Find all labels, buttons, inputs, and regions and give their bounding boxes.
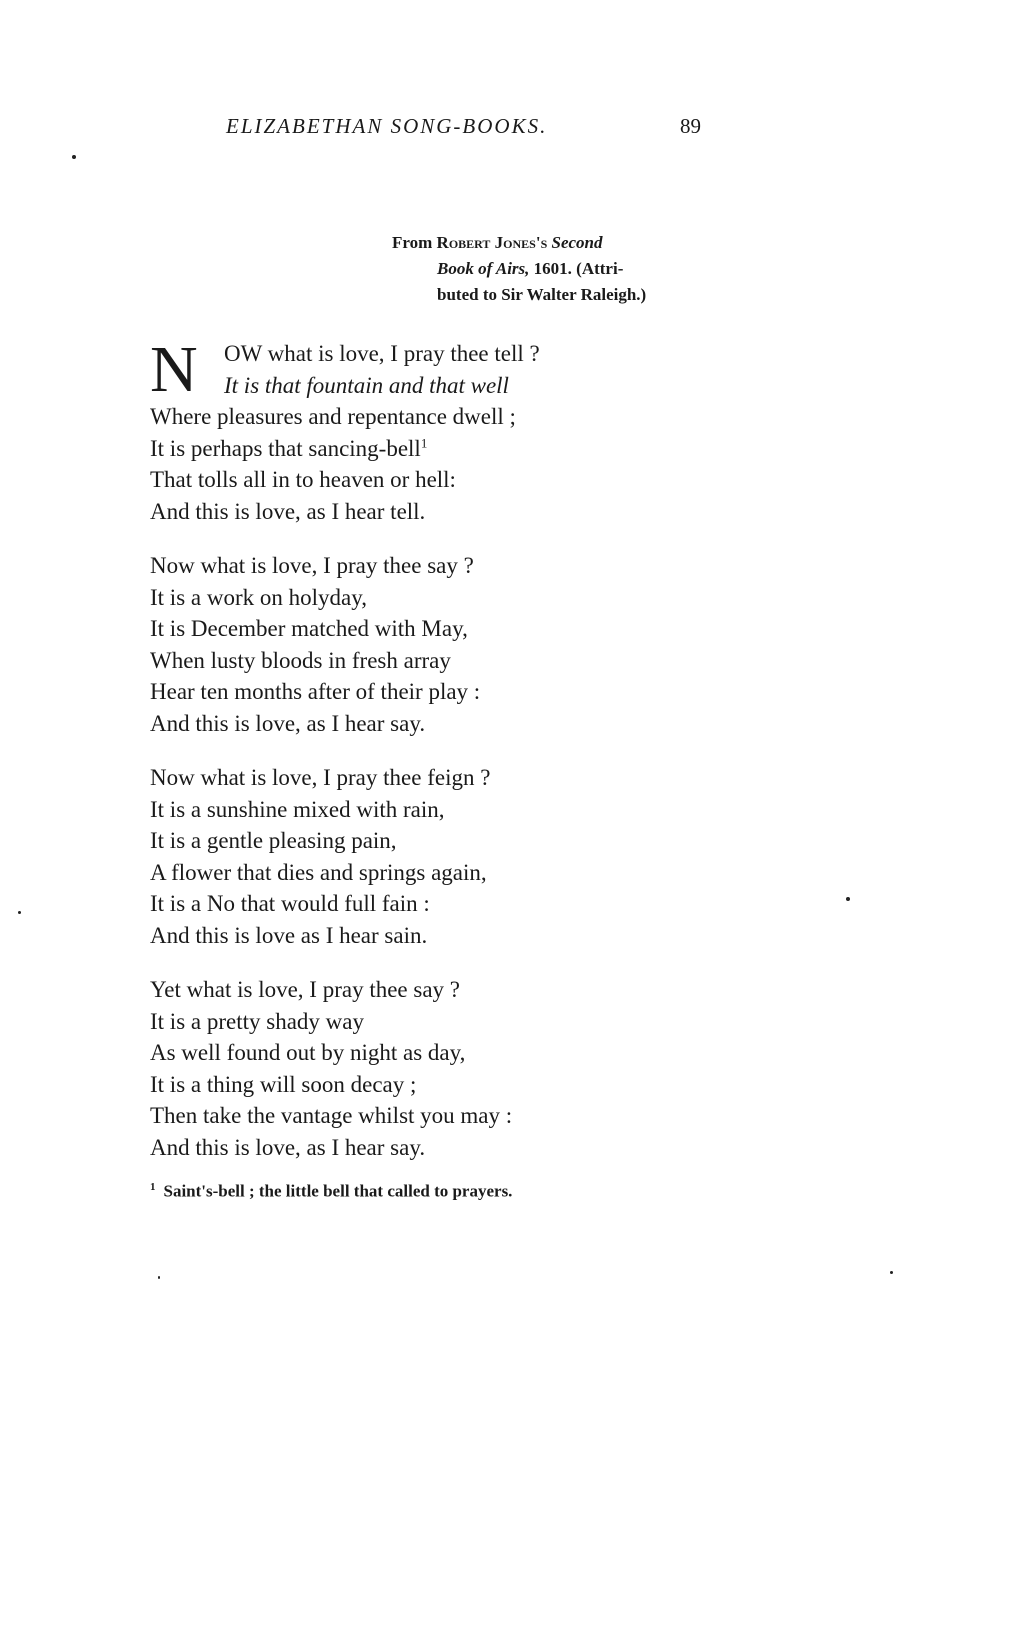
verse-line: A flower that dies and springs again,	[150, 859, 487, 885]
page-number: 89	[680, 114, 701, 138]
attribution-from: From	[392, 233, 433, 252]
verse-line: That tolls all in to heaven or hell:	[150, 467, 456, 492]
scan-speck	[72, 155, 76, 159]
stanza-2	[150, 550, 750, 739]
footnote-text: Saint's-bell ; the little bell that called to prayers.	[163, 1181, 513, 1201]
verse-line: It is a sunshine mixed with rain,	[150, 796, 445, 822]
attribution-note-2: buted to Sir Walter Raleigh.)	[437, 285, 647, 304]
stanza-1	[150, 333, 750, 527]
running-title: ELIZABETHAN SONG-BOOKS.	[226, 114, 548, 138]
verse-line: It is that fountain and that well	[224, 372, 509, 398]
stanza-3	[150, 762, 750, 951]
verse-line: It is a pretty shady way	[150, 1008, 364, 1034]
verse-line: It is a thing will soon decay ;	[150, 1071, 417, 1097]
verse-line: It is December matched with May,	[150, 616, 468, 641]
verse-line: Then take the vantage whilst you may :	[150, 1103, 513, 1128]
scan-speck	[890, 1271, 893, 1274]
verse-line: Where pleasures and repentance dwell ;	[150, 404, 516, 429]
running-head	[0, 114, 1024, 144]
attribution-author: Robert Jones's	[436, 233, 548, 252]
verse-line: It is a work on holyday,	[150, 584, 367, 610]
verse-line: And this is love as I hear sain.	[150, 922, 428, 948]
verse-line: Now what is love, I pray thee say ?	[150, 553, 474, 578]
footnote	[150, 1181, 512, 1202]
poem	[150, 333, 750, 1186]
scan-speck	[18, 911, 21, 914]
attribution-line-2	[392, 256, 732, 282]
verse-line: Hear ten months after of their play :	[150, 679, 481, 704]
attribution-book-title-2: Book of Airs,	[437, 259, 530, 278]
verse-line: And this is love, as I hear say.	[150, 1134, 426, 1160]
drop-cap: N	[150, 333, 198, 406]
verse-text: It is perhaps that sancing-bell	[150, 435, 421, 461]
attribution-line-3	[392, 282, 732, 308]
verse-line: And this is love, as I hear tell.	[150, 498, 426, 524]
attribution-year: 1601.	[533, 259, 572, 278]
verse-line: When lusty bloods in fresh array	[150, 647, 451, 673]
verse-line: Now what is love, I pray thee feign ?	[150, 765, 491, 790]
scan-speck	[158, 1276, 160, 1279]
scan-speck	[846, 897, 850, 901]
attribution-note-1: (Attri-	[576, 259, 624, 278]
source-attribution	[392, 230, 732, 308]
verse-line: As well found out by night as day,	[150, 1040, 466, 1065]
verse-line: It is a gentle pleasing pain,	[150, 828, 397, 853]
verse-line: And this is love, as I hear say.	[150, 710, 426, 736]
attribution-line-1	[392, 230, 732, 256]
verse-line: OW what is love, I pray thee tell ?	[224, 341, 540, 366]
stanza-4	[150, 974, 750, 1163]
attribution-book-title-1: Second	[551, 233, 603, 252]
verse-line: Yet what is love, I pray thee say ?	[150, 977, 461, 1002]
verse-line	[150, 433, 750, 465]
verse-line: It is a No that would full fain :	[150, 891, 430, 916]
footnote-reference: 1	[420, 434, 428, 450]
footnote-mark: 1	[150, 1181, 156, 1193]
